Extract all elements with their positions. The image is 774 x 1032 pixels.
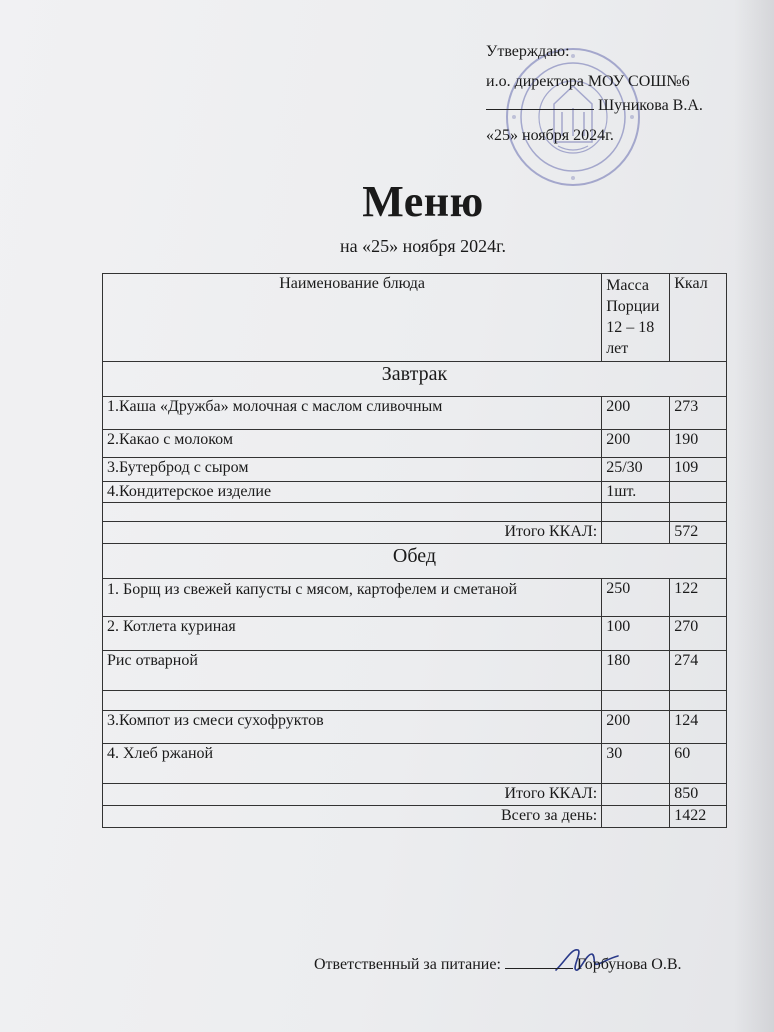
approval-heading: Утверждаю:: [486, 43, 570, 60]
section-row-breakfast: [103, 362, 727, 397]
approval-name: Шуникова В.А.: [598, 97, 703, 114]
approval-block: [486, 40, 746, 148]
menu-table: [102, 273, 727, 828]
dish-mass: 250: [602, 579, 670, 617]
empty-cell: [670, 503, 727, 522]
table-row: [103, 711, 727, 744]
empty-cell: [103, 503, 602, 522]
header-kcal: Ккал: [670, 274, 727, 362]
dish-name: 3.Бутерброд с сыром: [103, 458, 602, 482]
total-value: 850: [670, 784, 727, 806]
responsible-name: Горбунова О.В.: [576, 956, 682, 973]
dish-kcal: [670, 482, 727, 503]
signature-blank: [486, 109, 594, 110]
table-row: [103, 397, 727, 430]
table-row-empty: [103, 503, 727, 522]
dish-name: 2.Какао с молоком: [103, 430, 602, 458]
empty-cell: [602, 784, 670, 806]
total-value: 572: [670, 522, 727, 544]
dish-name: 1.Каша «Дружба» молочная с маслом сливочным: [103, 397, 602, 430]
total-label: Итого ККАЛ:: [103, 522, 602, 544]
table-row: [103, 430, 727, 458]
dish-name: 4. Хлеб ржаной: [103, 744, 602, 784]
table-row-empty: [103, 691, 727, 711]
table-row: [103, 482, 727, 503]
dish-name: 2. Котлета куриная: [103, 617, 602, 651]
section-row-lunch: [103, 544, 727, 579]
dish-mass: 200: [602, 397, 670, 430]
dish-kcal: [670, 691, 727, 711]
dish-kcal: 273: [670, 397, 727, 430]
dish-mass: 100: [602, 617, 670, 651]
total-label: Итого ККАЛ:: [103, 784, 602, 806]
approval-signature-line: [486, 94, 746, 118]
table-row: [103, 579, 727, 617]
approval-position: и.о. директора МОУ СОШ№6: [486, 73, 690, 90]
dish-mass: 180: [602, 651, 670, 691]
empty-cell: [602, 806, 670, 828]
dish-kcal: 274: [670, 651, 727, 691]
responsible-label: Ответственный за питание:: [314, 956, 501, 973]
total-row-lunch: [103, 784, 727, 806]
table-row: [103, 458, 727, 482]
dish-kcal: 270: [670, 617, 727, 651]
empty-cell: [602, 522, 670, 544]
dish-kcal: 190: [670, 430, 727, 458]
table-row: [103, 744, 727, 784]
day-total-label: Всего за день:: [103, 806, 602, 828]
page-subtitle: на «25» ноября 2024г.: [340, 236, 506, 256]
approval-date: «25» ноября 2024г.: [486, 127, 614, 144]
responsible-line: [314, 956, 682, 974]
dish-name: [103, 691, 602, 711]
dish-name: 4.Кондитерское изделие: [103, 482, 602, 503]
empty-cell: [602, 503, 670, 522]
dish-kcal: 124: [670, 711, 727, 744]
dish-mass: 25/30: [602, 458, 670, 482]
section-lunch-label: Обед: [103, 544, 727, 579]
table-row: [103, 617, 727, 651]
header-portion-mass: Масса Порции 12 – 18 лет: [602, 274, 670, 362]
day-total-value: 1422: [670, 806, 727, 828]
table-header-row: [103, 274, 727, 362]
page-title: Меню: [362, 177, 484, 226]
dish-mass: 30: [602, 744, 670, 784]
dish-mass: 200: [602, 430, 670, 458]
dish-kcal: 60: [670, 744, 727, 784]
dish-mass: 200: [602, 711, 670, 744]
total-row-breakfast: [103, 522, 727, 544]
section-breakfast-label: Завтрак: [103, 362, 727, 397]
header-dish-name: Наименование блюда: [103, 274, 602, 362]
signature-blank: [505, 968, 573, 969]
dish-kcal: 109: [670, 458, 727, 482]
dish-kcal: 122: [670, 579, 727, 617]
day-total-row: [103, 806, 727, 828]
dish-name: Рис отварной: [103, 651, 602, 691]
dish-name: 3.Компот из смеси сухофруктов: [103, 711, 602, 744]
page-shadow: [734, 0, 774, 1032]
dish-name: 1. Борщ из свежей капусты с мясом, картофелем и сметаной: [103, 579, 602, 617]
dish-mass: 1шт.: [602, 482, 670, 503]
table-row: [103, 651, 727, 691]
dish-mass: [602, 691, 670, 711]
